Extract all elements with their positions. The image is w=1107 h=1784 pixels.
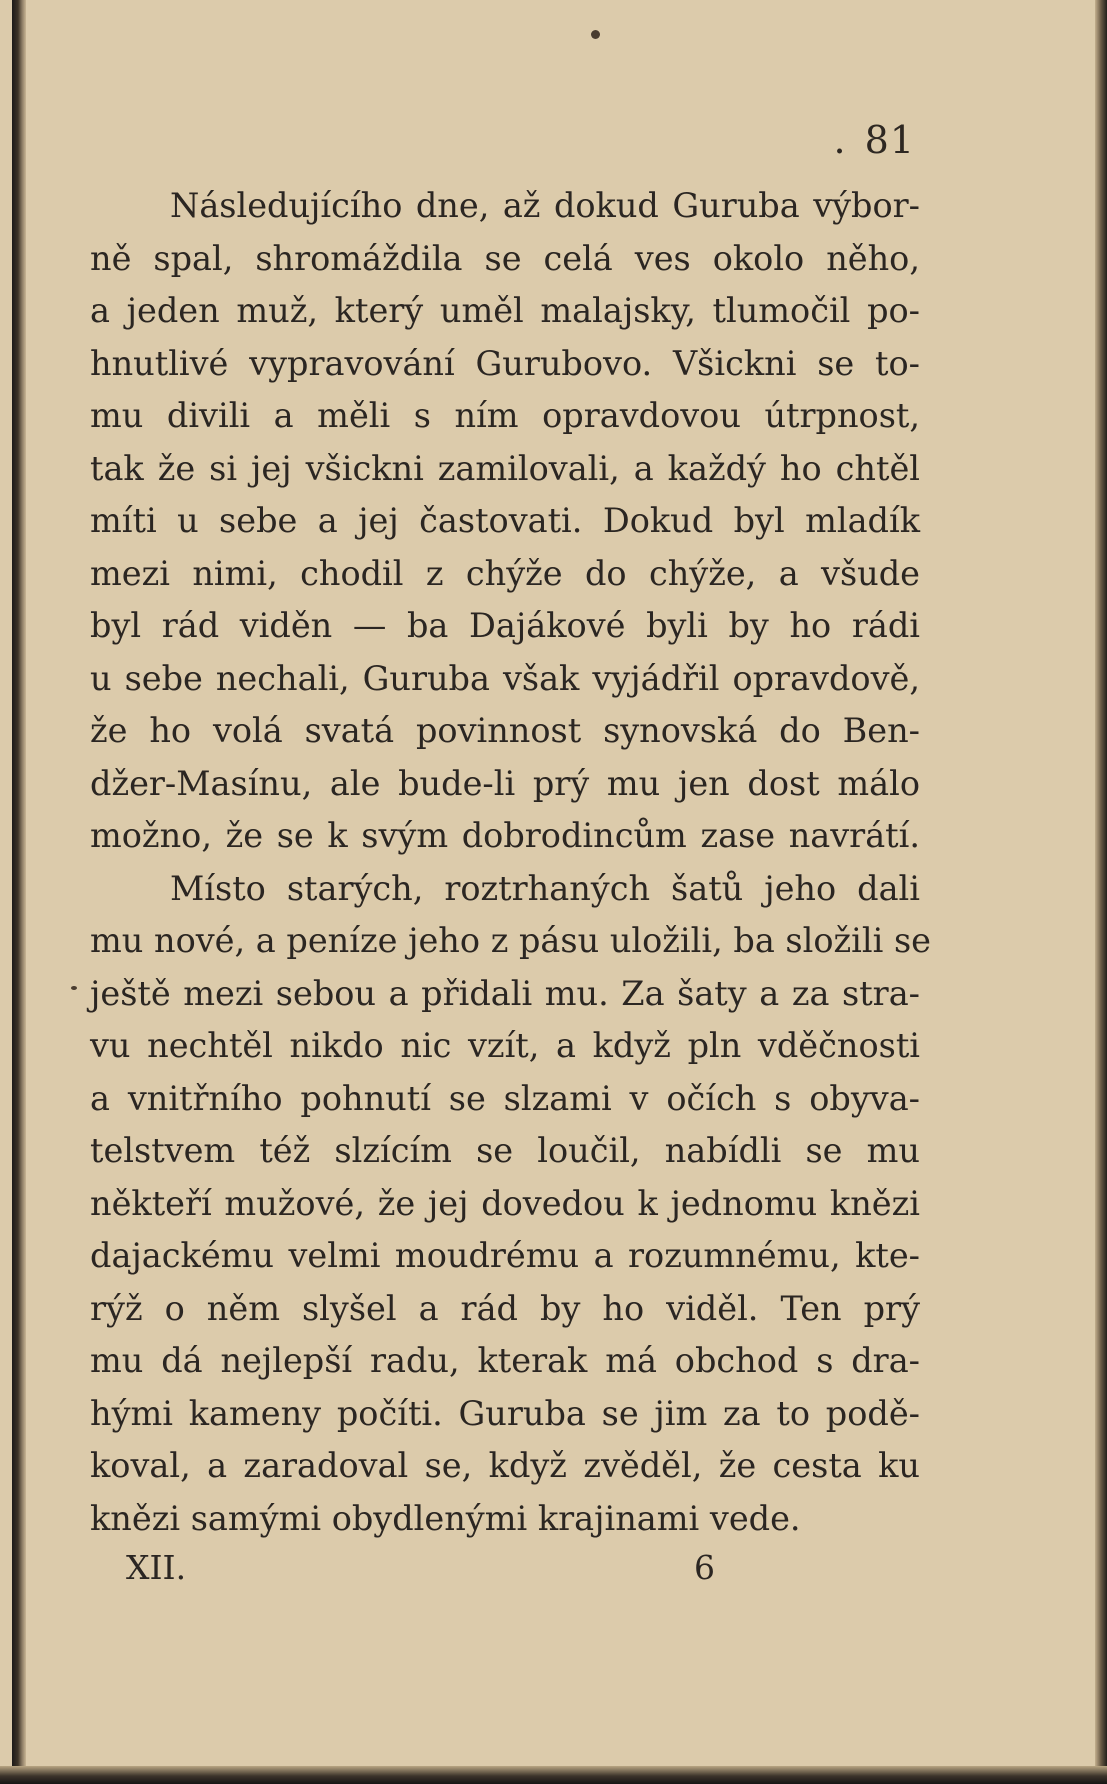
text-line: u sebe nechali, Guruba však vyjádřil opravdově, <box>90 658 920 698</box>
text-line: dajackému velmi moudrému a rozumnému, kte- <box>90 1236 920 1275</box>
page-number-value: 81 <box>864 118 915 162</box>
page-footer <box>126 1548 726 1598</box>
right-scan-edge <box>1095 0 1107 1784</box>
text-line: že ho volá svatá povinnost synovská do Ben- <box>90 711 920 750</box>
text-line: možno, že se k svým dobrodincům zase navrátí. <box>90 816 920 855</box>
text-line: knězi samými obydlenými krajinami vede. <box>90 1498 801 1538</box>
text-line: ně spal, shromáždila se celá ves okolo něho, <box>90 238 920 278</box>
text-line: džer-Masínu, ale bude-li prý mu jen dost málo <box>90 763 920 803</box>
text-line: a jeden muž, který uměl malajsky, tlumočil po- <box>90 291 920 330</box>
text-line: ještě mezi sebou a přidali mu. Za šaty a za stra- <box>90 973 920 1013</box>
text-line: hnutlivé vypravování Gurubovo. Všickni se to- <box>90 343 920 383</box>
text-line: a vnitřního pohnutí se slzami v očích s obyva- <box>90 1078 920 1118</box>
text-line: hými kameny počíti. Guruba se jim za to podě- <box>90 1393 920 1433</box>
text-line: mezi nimi, chodil z chýže do chýže, a všude <box>90 553 920 593</box>
ink-spot <box>591 30 600 39</box>
text-line: Následujícího dne, až dokud Guruba výbor- <box>170 186 920 225</box>
text-line: mu divili a měli s ním opravdovou útrpnost, <box>90 396 920 435</box>
text-line: koval, a zaradoval se, když zvěděl, že cesta ku <box>90 1446 920 1485</box>
signature-mark: XII. <box>126 1548 187 1587</box>
text-line: tak že si jej všickni zamilovali, a každý ho chtěl <box>90 448 920 488</box>
text-line: mu nové, a peníze jeho z pásu uložili, ba složili se <box>90 921 931 960</box>
left-binding-edge <box>12 0 26 1784</box>
text-line: míti u sebe a jej častovati. Dokud byl mladík <box>90 501 920 540</box>
body-text <box>90 180 931 1545</box>
ink-spot <box>71 986 77 990</box>
text-line: vu nechtěl nikdo nic vzít, a když pln vděčnosti <box>90 1026 920 1065</box>
text-line: byl rád viděn — ba Dajákové byli by ho rádi <box>90 606 920 645</box>
text-line: telstvem též slzícím se loučil, nabídli se mu <box>90 1131 920 1170</box>
sheet-number: 6 <box>694 1548 715 1587</box>
page-number-dot: . <box>833 118 847 162</box>
text-line: někteří mužové, že jej dovedou k jednomu knězi <box>90 1183 920 1223</box>
text-line: mu dá nejlepší radu, kterak má obchod s dra- <box>90 1341 920 1380</box>
text-line: Místo starých, roztrhaných šatů jeho dali <box>170 868 920 908</box>
text-line: rýž o něm slyšel a rád by ho viděl. Ten prý <box>90 1288 920 1328</box>
page-number <box>834 118 915 162</box>
bottom-scan-edge <box>0 1766 1107 1784</box>
